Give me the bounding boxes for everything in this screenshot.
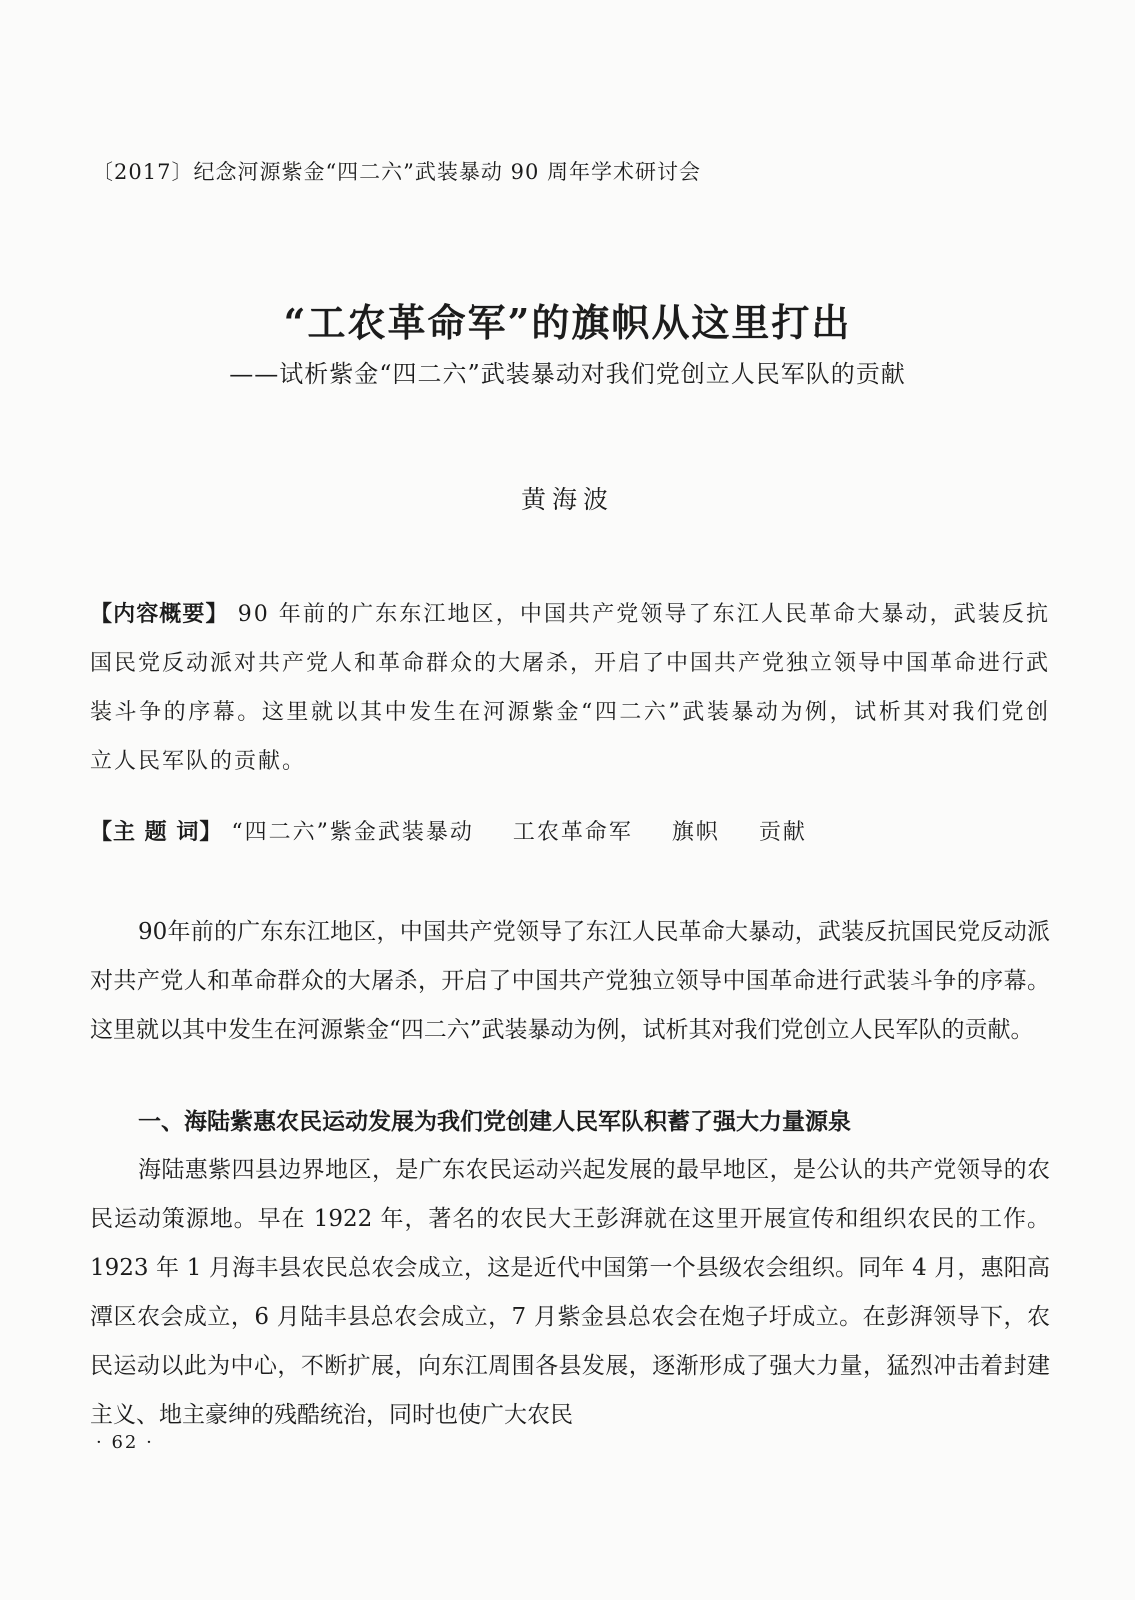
keyword: 工农革命军 bbox=[512, 820, 633, 845]
article-subtitle: ——试析紫金“四二六”武装暴动对我们党创立人民军队的贡献 bbox=[229, 360, 906, 388]
keyword: 旗帜 bbox=[671, 820, 720, 845]
abstract bbox=[90, 590, 1050, 786]
keywords bbox=[90, 815, 1050, 846]
body-paragraph-1: 90年前的广东东江地区，中国共产党领导了东江人民革命大暴动，武装反抗国民党反动派对共产党人和革命群众的大屠杀，开启了中国共产党独立领导中国革命进行武装斗争的序幕。这里就以其中发生在河源紫金“四二六”武装暴动为例，试析其对我们党创立人民军队的贡献。 bbox=[90, 919, 1050, 1043]
page-number: · 62 · bbox=[96, 1432, 154, 1453]
author-name: 黄海波 bbox=[520, 485, 614, 514]
article-title: “工农革命军”的旗帜从这里打出 bbox=[283, 300, 852, 345]
body-paragraph-2: 海陆惠紫四县边界地区，是广东农民运动兴起发展的最早地区，是公认的共产党领导的农民运动策源地。早在 1922 年，著名的农民大王彭湃就在这里开展宣传和组织农民的工作。1923 年 1 月海丰县农民总农会成立，这是近代中国第一个县级农会组织。同年 4 月，惠阳高潭区农会成立，6 月陆丰县总农会成立，7 月紫金县总农会在炮子圩成立。在彭湃领导下，农民运动以此为中心，不断扩展，向东江周围各县发展，逐渐形成了强大力量，猛烈冲击着封建主义、地主豪绅的残酷统治，同时也使广大农民 bbox=[90, 1157, 1050, 1428]
keyword: “四二六”紫金武装暴动 bbox=[231, 820, 474, 845]
running-head: 〔2017〕纪念河源紫金“四二六”武装暴动 90 周年学术研讨会 bbox=[92, 160, 701, 184]
abstract-label: 【内容概要】 bbox=[90, 602, 229, 627]
keyword: 贡献 bbox=[758, 820, 807, 845]
section-heading-1: 一、海陆紫惠农民运动发展为我们党创建人民军队积蓄了强大力量源泉 bbox=[138, 1109, 851, 1135]
abstract-text: 90 年前的广东东江地区，中国共产党领导了东江人民革命大暴动，武装反抗国民党反动派对共产党人和革命群众的大屠杀，开启了中国共产党独立领导中国革命进行武装斗争的序幕。这里就以其中发生在河源紫金“四二六”武装暴动为例，试析其对我们党创立人民军队的贡献。 bbox=[90, 602, 1051, 774]
keywords-label: 【主 题 词】 bbox=[90, 820, 223, 845]
